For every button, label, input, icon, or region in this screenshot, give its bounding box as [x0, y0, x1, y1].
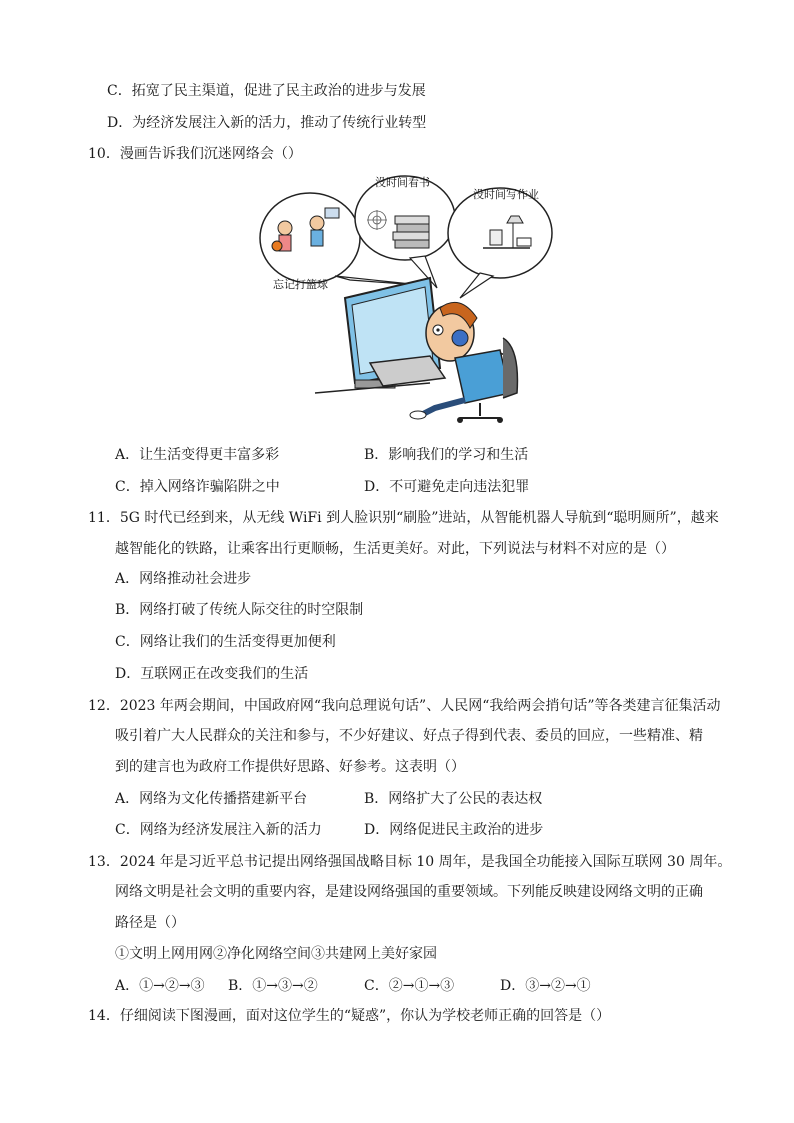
q12-option-b: B．网络扩大了公民的表达权 [364, 791, 543, 807]
q11-option-c: C．网络让我们的生活变得更加便利 [115, 634, 336, 650]
q11-option-a: A．网络推动社会进步 [115, 571, 252, 587]
q13-option-b: B．①→③→② [228, 978, 318, 994]
q13-stem-line3: 路径是（） [115, 915, 185, 931]
q11-stem-line2: 越智能化的铁路，让乘客出行更顺畅，生活更美好。对此，下列说法与材料不对应的是（） [115, 541, 675, 557]
q9-option-d: D．为经济发展注入新的活力，推动了传统行业转型 [107, 115, 427, 131]
boy-with-headphones-icon [426, 302, 514, 403]
q11-option-b: B．网络打破了传统人际交往的时空限制 [115, 602, 364, 618]
label-no-time-reading: 没时间看书 [375, 176, 430, 189]
q13-option-c: C．②→①→③ [364, 978, 455, 994]
q13-stem-line2: 网络文明是社会文明的重要内容，是建设网络强国的重要领域。下列能反映建设网络文明的正确 [115, 884, 703, 900]
q14-stem: 14．仔细阅读下图漫画，面对这位学生的“疑惑”，你认为学校老师正确的回答是（） [88, 1008, 611, 1024]
q11-stem-line1: 11．5G 时代已经到来，从无线 WiFi 到人脸识别“刷脸”进站，从智能机器人导航到“聪明厕所”，越来 [88, 510, 719, 526]
label-no-time-homework: 没时间写作业 [473, 188, 539, 201]
q12-stem-line3: 到的建言也为政府工作提供好思路、好参考。这表明（） [115, 759, 465, 775]
q10-option-a: A．让生活变得更丰富多彩 [115, 447, 280, 463]
q13-option-a: A．①→②→③ [115, 978, 205, 994]
q10-option-b: B．影响我们的学习和生活 [364, 447, 529, 463]
q12-stem-line2: 吸引着广大人民群众的关注和参与，不少好建议、好点子得到代表、委员的回应，一些精准、精 [115, 728, 703, 744]
q9-option-c: C．拓宽了民主渠道，促进了民主政治的进步与发展 [107, 83, 426, 99]
q10-option-d: D．不可避免走向违法犯罪 [364, 479, 530, 495]
bubble-basketball [260, 193, 360, 283]
q10-option-c: C．掉入网络诈骗陷阱之中 [115, 479, 280, 495]
internet-addiction-cartoon [255, 168, 555, 423]
q13-stem-line1: 13．2024 年是习近平总书记提出网络强国战略目标 10 周年，是我国全功能接入国际互联网 30 周年。 [88, 854, 732, 870]
q13-option-d: D．③→②→① [500, 978, 591, 994]
q13-items: ①文明上网用网②净化网络空间③共建网上美好家园 [115, 946, 437, 962]
q12-option-a: A．网络为文化传播搭建新平台 [115, 791, 308, 807]
label-forgot-basketball: 忘记打篮球 [273, 278, 328, 291]
q12-option-d: D．网络促进民主政治的进步 [364, 822, 544, 838]
q12-stem-line1: 12．2023 年两会期间，中国政府网“我向总理说句话”、人民网“我给两会捎句话”等各类建言征集活动 [88, 698, 721, 714]
q12-option-c: C．网络为经济发展注入新的活力 [115, 822, 322, 838]
q11-option-d: D．互联网正在改变我们的生活 [115, 666, 309, 682]
q10-stem: 10．漫画告诉我们沉迷网络会（） [88, 146, 302, 162]
